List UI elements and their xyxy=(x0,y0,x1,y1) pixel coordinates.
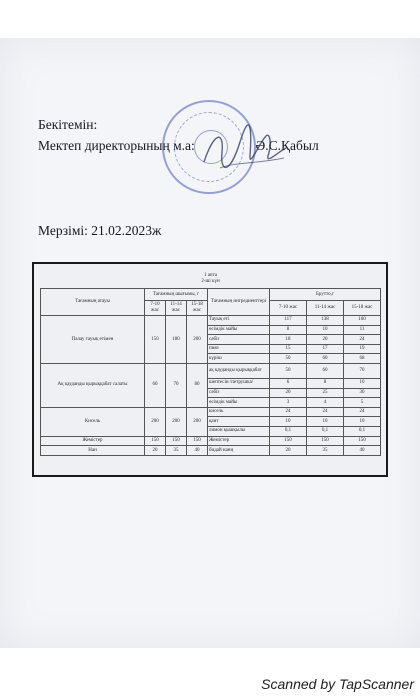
table-row xyxy=(41,446,381,456)
brutto-cell: 19 xyxy=(344,344,381,354)
dish-name: Палау тауық етімен xyxy=(41,316,145,364)
dish-name: Кисель xyxy=(41,407,145,436)
ingredient-name: лимон қышқылы xyxy=(208,426,270,436)
brutto-cell: 70 xyxy=(344,363,381,378)
table-row xyxy=(41,363,381,378)
portion-cell: 20 xyxy=(145,446,166,456)
brutto-cell: 25 xyxy=(307,388,344,398)
ingredient-name: шептесін /петрушка/ xyxy=(208,378,270,388)
brutto-cell: 60 xyxy=(307,354,344,364)
ingredient-name: сәбіз xyxy=(208,388,270,398)
header-age: 7-10 жас xyxy=(145,301,166,316)
ingredient-name: Жемістер xyxy=(208,436,270,446)
brutto-cell: 50 xyxy=(270,354,307,364)
brutto-cell: 160 xyxy=(344,316,381,326)
header-ingredients: Тағамның ингредиенттері xyxy=(208,289,270,316)
brutto-cell: 10 xyxy=(307,417,344,427)
brutto-cell: 60 xyxy=(307,363,344,378)
brutto-cell: 20 xyxy=(307,335,344,345)
brutto-cell: 138 xyxy=(307,316,344,326)
ingredient-name: өсімдік майы xyxy=(208,398,270,408)
header-portion: Тағамның шығымы, г xyxy=(145,289,208,301)
director-name: Ә.С.Қабыл xyxy=(255,138,319,153)
brutto-cell: 3 xyxy=(270,398,307,408)
brutto-cell: 24 xyxy=(344,407,381,417)
menu-table-frame xyxy=(32,262,388,477)
portion-cell: 200 xyxy=(145,407,166,436)
brutto-cell: 150 xyxy=(344,436,381,446)
header-age: 15-18 жас xyxy=(187,301,208,316)
portion-cell: 200 xyxy=(166,407,187,436)
ingredient-name: кисель xyxy=(208,407,270,417)
brutto-cell: 6 xyxy=(270,378,307,388)
dish-name: Жемістер xyxy=(41,436,145,446)
brutto-cell: 0,1 xyxy=(344,426,381,436)
brutto-cell: 10 xyxy=(344,378,381,388)
date-line: Мерзімі: 21.02.2023ж xyxy=(38,223,162,238)
ingredient-name: ақ қауданды қырыққабат xyxy=(208,363,270,378)
brutto-cell: 30 xyxy=(344,388,381,398)
header-age: 15-18 жас xyxy=(344,301,381,316)
brutto-cell: 10 xyxy=(270,417,307,427)
ingredient-name: сәбіз xyxy=(208,335,270,345)
portion-cell: 80 xyxy=(187,363,208,407)
ingredient-name: бидай нанң xyxy=(208,446,270,456)
brutto-cell: 11 xyxy=(344,325,381,335)
brutto-cell: 5 xyxy=(344,398,381,408)
brutto-cell: 24 xyxy=(344,335,381,345)
portion-cell: 35 xyxy=(166,446,187,456)
table-row xyxy=(41,436,381,446)
brutto-cell: 17 xyxy=(307,344,344,354)
header-brutto: Брутто,г xyxy=(270,289,381,301)
week-day-caption: 1 апта 2-ші күн xyxy=(201,273,220,284)
portion-cell: 180 xyxy=(166,316,187,364)
brutto-cell: 150 xyxy=(307,436,344,446)
portion-cell: 150 xyxy=(145,316,166,364)
scanner-watermark: Scanned by TapScanner xyxy=(261,676,414,692)
brutto-cell: 0,1 xyxy=(307,426,344,436)
ingredient-name: пияз xyxy=(208,344,270,354)
brutto-cell: 20 xyxy=(270,388,307,398)
portion-cell: 40 xyxy=(187,446,208,456)
brutto-cell: 18 xyxy=(270,335,307,345)
brutto-cell: 117 xyxy=(270,316,307,326)
header-dish: Тағамның атауы xyxy=(41,289,145,316)
brutto-cell: 24 xyxy=(270,407,307,417)
dish-name: Нан xyxy=(41,446,145,456)
brutto-cell: 10 xyxy=(307,325,344,335)
brutto-cell: 68 xyxy=(344,354,381,364)
portion-cell: 200 xyxy=(187,407,208,436)
director-title: Мектеп директорының м.а: xyxy=(38,138,195,153)
portion-cell: 60 xyxy=(145,363,166,407)
header-age: 7-10 жас xyxy=(270,301,307,316)
menu-table xyxy=(40,270,381,456)
approval-heading: Бекітемін: xyxy=(38,117,98,132)
portion-cell: 150 xyxy=(145,436,166,446)
ingredient-name: өсімдік майы xyxy=(208,325,270,335)
brutto-cell: 0,1 xyxy=(270,426,307,436)
brutto-cell: 10 xyxy=(344,417,381,427)
brutto-cell: 40 xyxy=(344,446,381,456)
brutto-cell: 4 xyxy=(307,398,344,408)
portion-cell: 150 xyxy=(166,436,187,446)
portion-cell: 150 xyxy=(187,436,208,446)
header-age: 11-14 жас xyxy=(307,301,344,316)
ingredient-name: күріш xyxy=(208,354,270,364)
table-row xyxy=(41,407,381,417)
ingredient-name: қант xyxy=(208,417,270,427)
brutto-cell: 24 xyxy=(307,407,344,417)
brutto-cell: 20 xyxy=(270,446,307,456)
brutto-cell: 150 xyxy=(270,436,307,446)
brutto-cell: 8 xyxy=(307,378,344,388)
brutto-cell: 15 xyxy=(270,344,307,354)
brutto-cell: 8 xyxy=(270,325,307,335)
portion-cell: 200 xyxy=(187,316,208,364)
signature-icon xyxy=(200,122,290,182)
ingredient-name: Тауық еті xyxy=(208,316,270,326)
header-age: 11-14 жас xyxy=(166,301,187,316)
brutto-cell: 35 xyxy=(307,446,344,456)
dish-name: Ақ қауданды қырыққабат салаты xyxy=(41,363,145,407)
brutto-cell: 50 xyxy=(270,363,307,378)
portion-cell: 70 xyxy=(166,363,187,407)
table-row xyxy=(41,316,381,326)
